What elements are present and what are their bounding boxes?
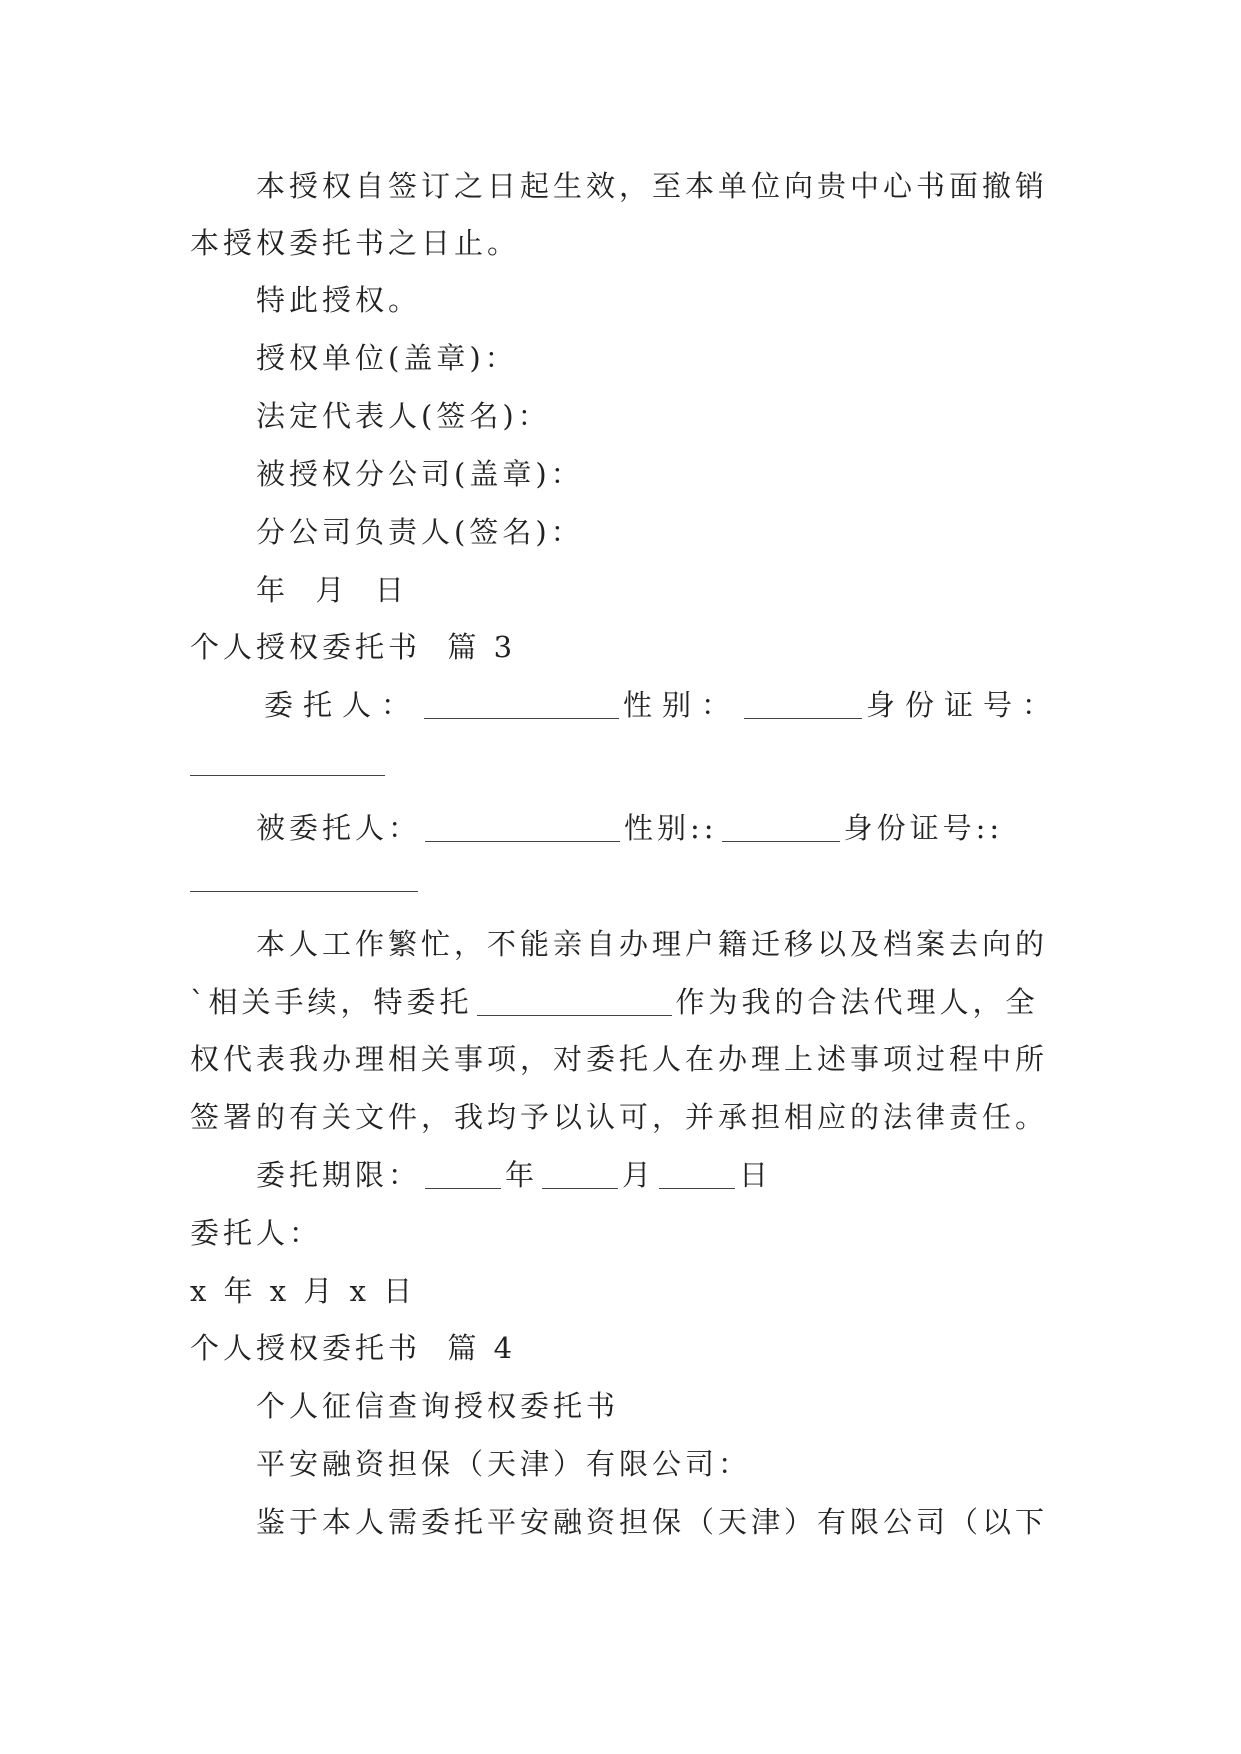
term-day-blank (659, 1162, 735, 1189)
principal-field-row (264, 685, 1061, 725)
paragraph-effective-line2: 本授权委托书之日止。 (190, 226, 521, 260)
signing-date: x 年 x 月 x 日 (190, 1274, 417, 1308)
body-paragraph-line3: 权代表我办理相关事项，对委托人在办理上述事项过程中所 (190, 1042, 1049, 1076)
term-row (256, 1155, 772, 1195)
branch-manager-signature: 分公司负责人(签名)： (256, 515, 584, 549)
credit-inquiry-title: 个人征信查询授权委托书 (256, 1389, 620, 1423)
agent-id-blank (190, 891, 418, 892)
principal-signature: 委托人： (190, 1216, 323, 1250)
agent-label: 被委托人： (256, 811, 422, 845)
section-heading-4: 个人授权委托书 篇 4 (190, 1331, 517, 1365)
principal-id-blank (190, 775, 385, 776)
hereby-authorize: 特此授权。 (256, 283, 422, 317)
legal-representative-signature: 法定代表人(签名)： (256, 399, 551, 433)
principal-gender-blank (744, 692, 862, 719)
body-paragraph-line2 (190, 982, 1039, 1022)
paragraph-effective-line1: 本授权自签订之日起生效，至本单位向贵中心书面撤销 (256, 169, 1049, 203)
section-heading-3: 个人授权委托书 篇 3 (190, 630, 517, 664)
principal-label: 委托人： (264, 688, 421, 722)
agent-field-row (256, 808, 1003, 848)
term-month: 月 (622, 1158, 656, 1192)
credit-inquiry-paragraph-start: 鉴于本人需委托平安融资担保（天津）有限公司（以下 (256, 1505, 1049, 1539)
term-day: 日 (739, 1158, 773, 1192)
agent-gender-blank (722, 815, 840, 842)
term-year: 年 (505, 1158, 539, 1192)
agent-id-label: 身份证号:: (843, 811, 1004, 845)
body-paragraph-line1: 本人工作繁忙，不能亲自办理户籍迁移以及档案去向的 (256, 927, 1049, 961)
term-year-blank (425, 1162, 501, 1189)
principal-gender-label: 性别： (623, 688, 741, 722)
date-blank: 年 月 日 (256, 573, 408, 607)
principal-id-label: 身份证号： (866, 688, 1062, 722)
agent-name-blank (477, 989, 672, 1016)
addressee: 平安融资担保（天津）有限公司： (256, 1447, 752, 1481)
agent-blank (425, 815, 620, 842)
agent-gender-label: 性别:: (624, 811, 718, 845)
authorized-branch-seal: 被授权分公司(盖章)： (256, 457, 584, 491)
body-paragraph-line2-end: 作为我的合法代理人，全 (675, 985, 1039, 1019)
term-month-blank (542, 1162, 618, 1189)
principal-blank (424, 692, 619, 719)
authorizing-unit-seal: 授权单位(盖章)： (256, 341, 518, 375)
body-paragraph-line4: 签署的有关文件，我均予以认可，并承担相应的法律责任。 (190, 1100, 1049, 1134)
term-label: 委托期限： (256, 1158, 422, 1192)
body-paragraph-line2-start: `相关手续，特委托 (190, 985, 473, 1019)
